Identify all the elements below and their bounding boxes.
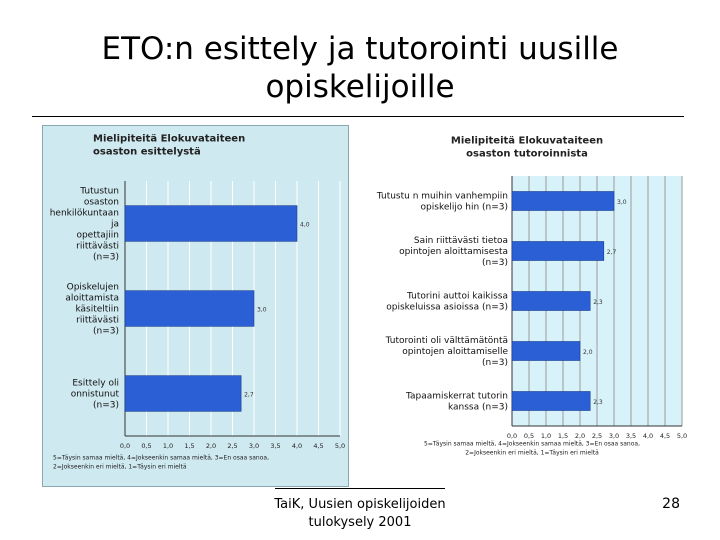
category-label: (n=3) [93, 400, 119, 411]
category-label: riittävästi [76, 315, 119, 326]
chart-presentation-opinions [42, 125, 349, 487]
bar-value-label: 4,0 [300, 221, 310, 229]
category-label: opiskeluissa asioissa (n=3) [386, 302, 508, 313]
scale-note: 2=Jokseenkin eri mieltä, 1=Täysin eri mieltä [53, 463, 187, 471]
category-label: Tutustun [80, 186, 119, 197]
category-label: (n=3) [482, 358, 508, 368]
x-tick-label: 1,0 [540, 432, 552, 440]
x-tick-label: 2,0 [574, 432, 586, 440]
bar [125, 376, 241, 412]
bar [125, 206, 297, 242]
category-label: (n=3) [93, 252, 119, 263]
category-label: opiskelijo hin (n=3) [420, 202, 508, 213]
bar [512, 392, 590, 411]
category-label: Sain riittävästi tietoa [413, 236, 508, 246]
x-tick-label: 3,5 [270, 442, 281, 450]
bar-value-label: 2,0 [583, 349, 593, 356]
category-label: Opiskelujen [66, 282, 119, 293]
x-tick-label: 0,0 [506, 432, 518, 440]
x-tick-label: 0,5 [523, 432, 535, 440]
slide-title: ETO:n esittely ja tutorointi uusille opiskelijoille [101, 31, 619, 105]
bar [125, 291, 254, 327]
x-tick-label: 1,0 [162, 442, 174, 450]
x-tick-label: 0,0 [119, 442, 131, 450]
x-tick-label: 0,5 [141, 442, 152, 450]
category-label: opintojen aloittamisesta [399, 247, 508, 257]
x-tick-label: 4,5 [313, 442, 324, 450]
category-label: Tutustu n muihin vanhempiin [376, 191, 508, 202]
category-label: Esittely oli [72, 378, 119, 389]
chart-title: osaston esittelystä [93, 146, 201, 158]
chart-title: osaston tutoroinnista [466, 148, 588, 160]
category-label: (n=3) [93, 326, 119, 337]
x-tick-label: 4,5 [659, 432, 671, 440]
x-tick-label: 4,0 [291, 442, 303, 450]
bar-value-label: 3,0 [257, 306, 267, 314]
bar [512, 192, 614, 211]
category-label: Tutorointi oli välttämätöntä [385, 336, 508, 346]
x-tick-label: 1,5 [184, 442, 195, 450]
bar-value-label: 2,7 [244, 391, 254, 399]
bar-value-label: 2,3 [593, 399, 603, 406]
footer-divider [275, 488, 445, 489]
x-tick-label: 5,0 [334, 442, 346, 450]
bar-value-label: 3,0 [617, 199, 627, 206]
footer-source: TaiK, Uusien opiskelijoiden tulokysely 2001 [274, 497, 446, 530]
category-label: onnistunut [70, 389, 119, 400]
category-label: Tutorini auttoi kaikissa [407, 291, 508, 302]
category-label: riittävästi [76, 241, 119, 252]
x-tick-label: 1,5 [557, 432, 569, 440]
category-label: osaston [83, 197, 119, 208]
scale-note: 2=Jokseenkin eri mieltä, 1=Täysin eri mieltä [465, 449, 599, 457]
chart-presentation-svg [43, 126, 348, 486]
x-tick-label: 2,0 [205, 442, 217, 450]
chart-tutoring-opinions [372, 132, 687, 472]
category-label: opettajiin [76, 230, 119, 241]
bar [512, 342, 580, 361]
bar-value-label: 2,7 [606, 249, 617, 256]
bar-value-label: 2,3 [593, 299, 603, 306]
x-tick-label: 2,5 [591, 432, 603, 440]
x-tick-label: 3,0 [608, 432, 620, 440]
category-label: käsiteltiin [75, 304, 119, 315]
category-label: aloittamista [65, 293, 119, 304]
category-label: ja [110, 219, 119, 230]
x-tick-label: 3,0 [248, 442, 260, 450]
x-tick-label: 2,5 [227, 442, 238, 450]
category-label: opintojen aloittamiselle [402, 347, 508, 357]
scale-note: 5=Täysin samaa mieltä, 4=Jokseenkin samaa mieltä, 3=En osaa sanoa, [53, 454, 269, 462]
bar [512, 242, 604, 261]
category-label: Tapaamiskerrat tutorin [406, 391, 508, 402]
category-label: kanssa (n=3) [447, 402, 508, 413]
chart-title: Mielipiteitä Elokuvataiteen [93, 133, 246, 145]
category-label: (n=3) [482, 258, 508, 268]
bar [512, 292, 590, 311]
title-divider [32, 116, 684, 117]
x-tick-label: 4,0 [642, 432, 654, 440]
chart-title: Mielipiteitä Elokuvataiteen [450, 135, 604, 147]
chart-tutoring-svg [372, 132, 687, 472]
page-number: 28 [662, 496, 680, 512]
category-label: henkilökuntaan [49, 208, 119, 219]
x-tick-label: 5,0 [676, 432, 687, 440]
scale-note: 5=Täysin samaa mieltä, 4=Jokseenkin samaa mieltä, 3=En osaa sanoa, [424, 440, 640, 448]
x-tick-label: 3,5 [625, 432, 637, 440]
